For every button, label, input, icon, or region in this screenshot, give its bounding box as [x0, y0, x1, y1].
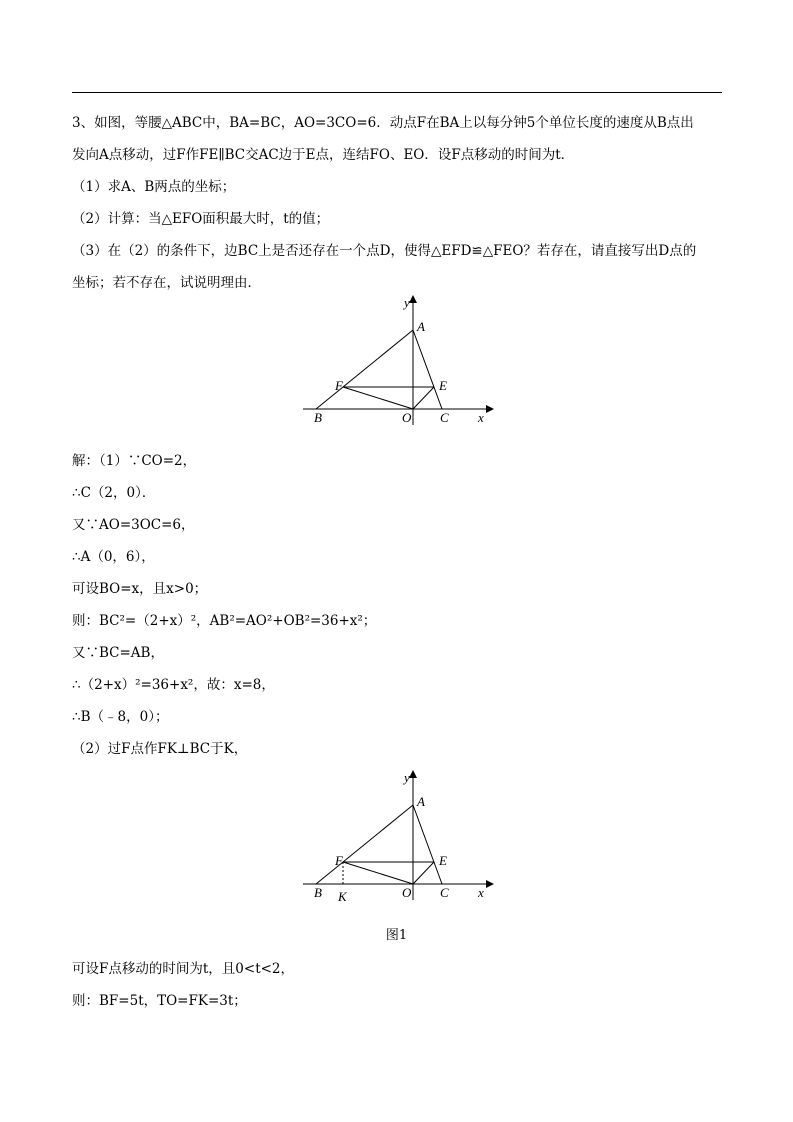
solution-line-10: （2）过F点作FK⊥BC于K， — [72, 741, 248, 757]
label-x: x — [478, 410, 484, 425]
solution-line-6: 则：BC²=（2+x）²，AB²=AO²+OB²=36+x²； — [72, 613, 377, 629]
solution-figure — [290, 770, 500, 905]
solution-line-3: 又∵AO=3OC=6， — [72, 517, 195, 533]
label-o: O — [402, 885, 412, 900]
question-3-line-2: 坐标；若不存在，试说明理由． — [72, 275, 261, 291]
label-b: B — [314, 885, 322, 900]
label-y: y — [404, 295, 410, 310]
segment-eo — [413, 387, 434, 409]
solution-line-2: ∴C（2，0）． — [72, 485, 156, 501]
question-2: （2）计算：当△EFO面积最大时，t的值； — [72, 211, 330, 227]
segment-fo — [343, 862, 413, 884]
label-e: E — [439, 378, 447, 393]
segment-ba — [316, 805, 413, 884]
segment-ba — [316, 330, 413, 409]
label-a: A — [417, 319, 425, 334]
label-e: E — [439, 853, 447, 868]
x-axis-arrow-icon — [486, 405, 494, 413]
problem-figure — [290, 295, 500, 430]
solution-line-12: 则：BF=5t，TO=FK=3t； — [72, 993, 247, 1009]
solution-line-1: 解：（1）∵CO=2， — [72, 453, 197, 469]
segment-eo — [413, 862, 434, 884]
problem-line-1: 3、如图，等腰△ABC中，BA=BC，AO=3CO=6．动点F在BA上以每分钟5个单位长度的速度从B点出 — [72, 115, 694, 131]
solution-line-11: 可设F点移动的时间为t，且0<t<2， — [72, 961, 295, 977]
solution-line-7: 又∵BC=AB， — [72, 645, 164, 661]
y-axis-arrow-icon — [409, 295, 417, 303]
x-axis-arrow-icon — [486, 880, 494, 888]
label-f: F — [335, 853, 343, 868]
segment-ac — [413, 330, 442, 409]
label-k: K — [338, 889, 347, 904]
solution-line-8: ∴（2+x）²=36+x²，故：x=8， — [72, 677, 275, 693]
question-3-line-1: （3）在（2）的条件下，边BC上是否还存在一个点D，使得△EFD≌△FEO？若存在，请直接写出D点的 — [72, 243, 697, 259]
label-a: A — [417, 794, 425, 809]
label-o: O — [402, 410, 412, 425]
label-y: y — [404, 770, 410, 785]
y-axis-arrow-icon — [409, 770, 417, 778]
solution-line-9: ∴B（﹣8，0）； — [72, 709, 169, 725]
label-c: C — [440, 885, 449, 900]
segment-ac — [413, 805, 442, 884]
label-b: B — [314, 410, 322, 425]
segment-fo — [343, 387, 413, 409]
problem-line-2: 发向A点移动，过F作FE∥BC交AC边于E点，连结FO、EO．设F点移动的时间为t． — [72, 147, 575, 163]
solution-line-5: 可设BO=x，且x>0； — [72, 581, 208, 597]
solution-line-4: ∴A（0，6）， — [72, 549, 155, 565]
question-1: （1）求A、B两点的坐标； — [72, 179, 236, 195]
figure-caption: 图1 — [385, 928, 408, 943]
label-f: F — [335, 378, 343, 393]
label-x: x — [478, 885, 484, 900]
header-rule — [72, 92, 722, 93]
label-c: C — [440, 410, 449, 425]
